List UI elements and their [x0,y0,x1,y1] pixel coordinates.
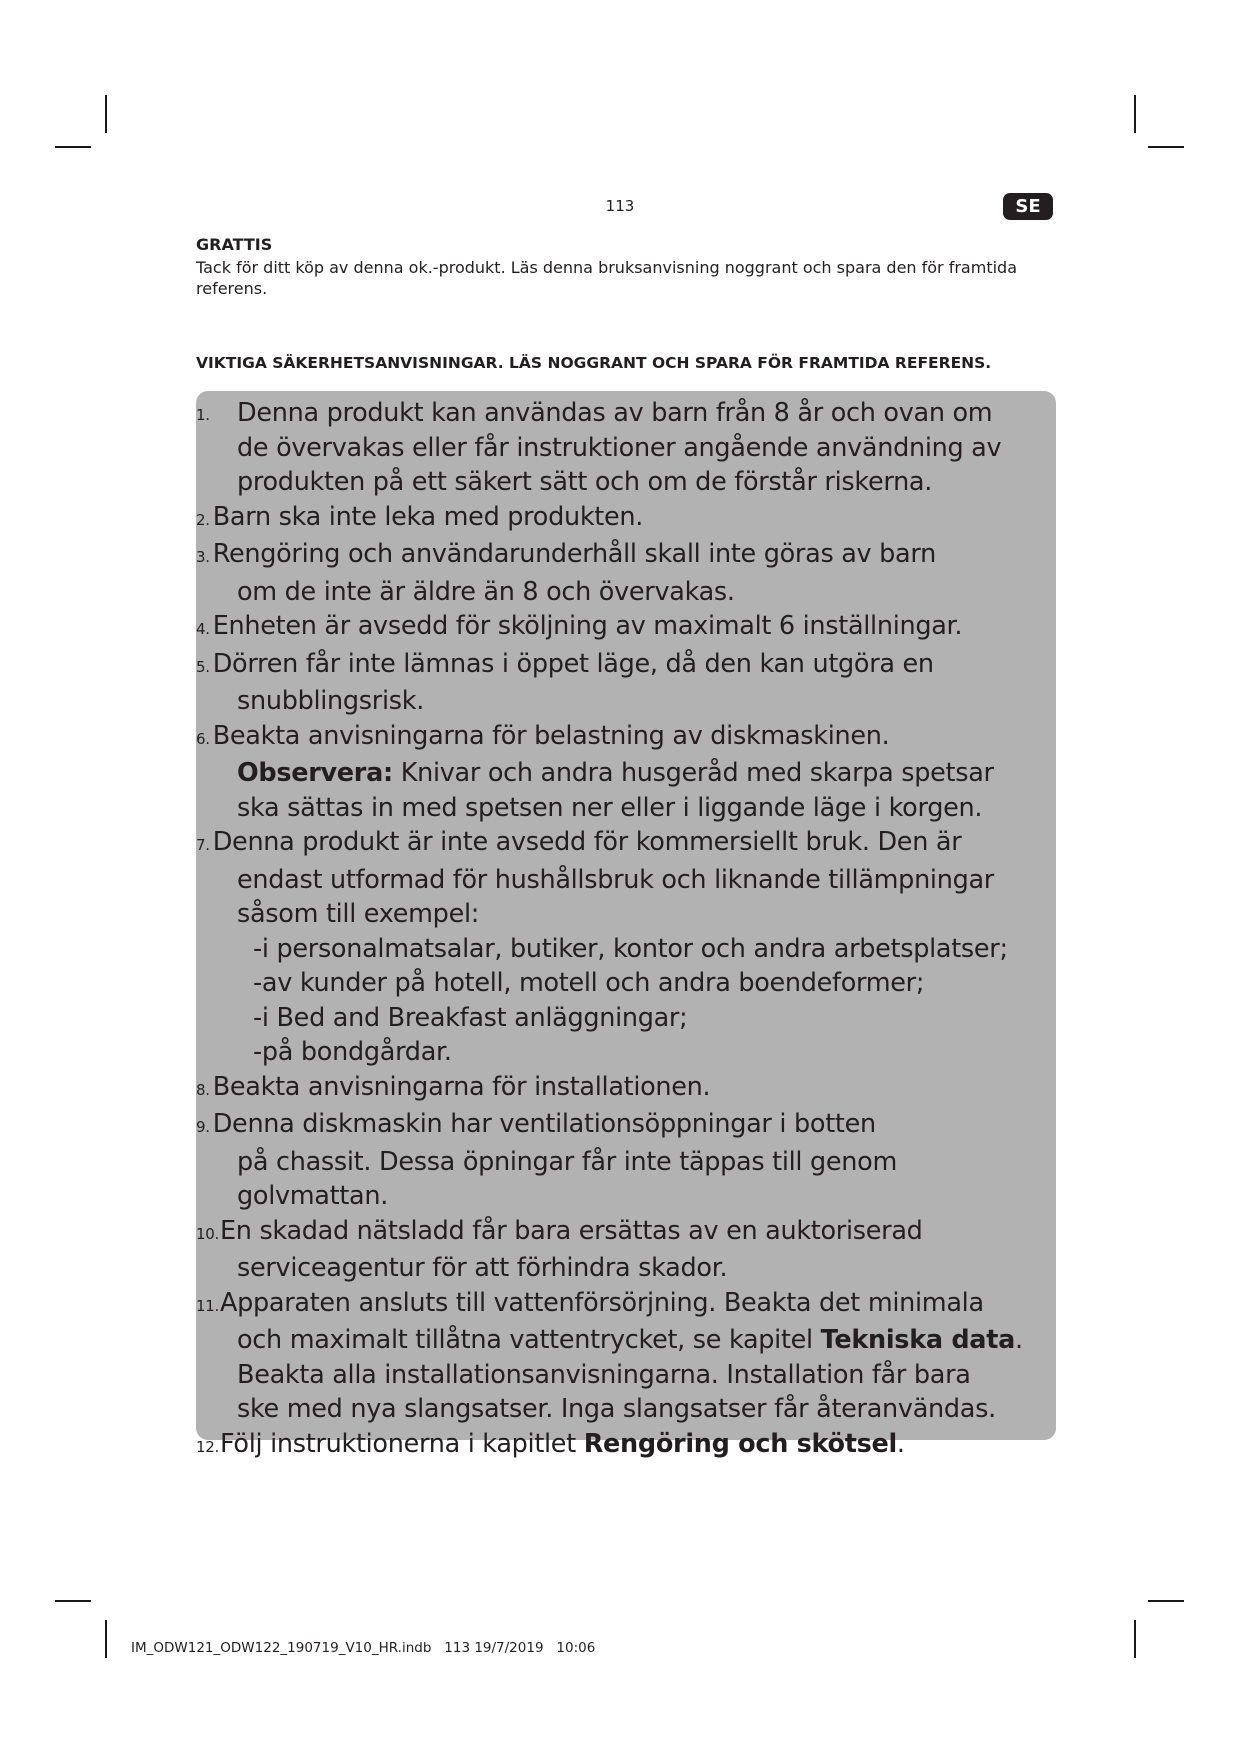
crop-mark [1148,1600,1184,1602]
crop-mark [55,146,91,148]
item-number: 8. [196,1080,210,1099]
sub-item: -i Bed and Breakfast anläggningar; [253,1002,688,1033]
item-number: 3. [196,548,210,566]
sub-item: -av kunder på hotell, motell och andra boendeformer; [253,968,925,998]
item-number: 6. [196,729,210,748]
crop-mark [1134,1620,1136,1658]
intro-heading: GRATTIS [196,235,273,254]
item-number: 2. [196,510,210,529]
list-item: 4. Enheten är avsedd för sköljning av maximalt 6 inställningar. [196,611,963,641]
list-item: 8. Beakta anvisningarna för installationen. [196,1071,711,1102]
list-item: 9. Denna diskmaskin har ventilationsöppningar i botten på chassit. Dessa öpningar får inte täppas till genom golvmattan. [196,1109,898,1211]
item-number: 9. [196,1118,210,1136]
crop-mark [1148,146,1184,148]
list-item: 12.Följ instruktionerna i kapitlet Rengöring och skötsel. [196,1428,905,1459]
page-number: 113 [605,197,635,215]
list-item: 11.Apparaten ansluts till vattenförsörjning. Beakta det minimala och maximalt tillåtna vattentrycket, se kapitel Tekniska data. Beakta alla installationsanvisningarna. Installation får bara ske med nya slangsatser. Inga slangsatser får återanvändas. [196,1287,1023,1424]
chapter-reference: Rengöring och skötsel [583,1428,897,1459]
item-number: 7. [196,836,210,854]
print-slug: IM_ODW121_ODW122_190719_V10_HR.indb 113 19/7/2019 10:06 [131,1640,596,1656]
item-number: 10. [196,1224,219,1243]
chapter-reference: Tekniska data [820,1325,1015,1355]
crop-mark [55,1600,91,1602]
item-number: 11. [196,1296,219,1315]
safety-heading: VIKTIGA SÄKERHETSANVISNINGAR. LÄS NOGGRANT OCH SPARA FÖR FRAMTIDA REFERENS. [196,354,992,372]
crop-mark [105,95,107,133]
item-number: 1. [196,406,210,424]
sub-item: -i personalmatsalar, butiker, kontor och andra arbetsplatser; [253,933,1008,964]
list-item: 2. Barn ska inte leka med produkten. [196,501,644,532]
item-number: 4. [196,620,210,638]
item-number: 12. [196,1437,219,1456]
intro-text: Tack för ditt köp av denna ok.-produkt. Läs denna bruksanvisning noggrant och spara den för framtida referens. [196,258,1017,298]
list-item: 3. Rengöring och användarunderhåll skall inte göras av barn om de inte är äldre än 8 och övervakas. [196,539,936,607]
note-label: Observera: [237,758,393,788]
language-badge: SE [1003,193,1053,220]
item-number: 5. [196,657,210,676]
crop-mark [1134,95,1136,133]
list-item: 1. Denna produkt kan användas av barn från 8 år och ovan om de övervakas eller får instruktioner angående användning av produkten på ett säkert sätt och om de förstår riskerna. [196,398,1002,497]
list-item: 10.En skadad nätsladd får bara ersättas av en auktoriserad serviceagentur för att förhindra skador. [196,1215,923,1283]
list-item: 7. Denna produkt är inte avsedd för kommersiellt bruk. Den är endast utformad för hushållsbruk och liknande tillämpningar såsom till exempel: -i personalmatsalar, butiker, kontor och andra arbetsplatser; -av kunder på hotell, motell och andra boendeformer; -i Bed and Breakfast anläggningar; -på bondgårdar. [196,825,1066,1070]
list-item: 6. Beakta anvisningarna för belastning av diskmaskinen. Observera: Knivar och andra husgeråd med skarpa spetsar ska sättas in med spetsen ner eller i liggande läge i korgen. [196,720,994,823]
sub-item: -på bondgårdar. [253,1037,452,1067]
list-item: 5. Dörren får inte lämnas i öppet läge, då den kan utgöra en snubblingsrisk. [196,648,934,716]
safety-list [196,396,1066,1464]
crop-mark [105,1620,107,1658]
